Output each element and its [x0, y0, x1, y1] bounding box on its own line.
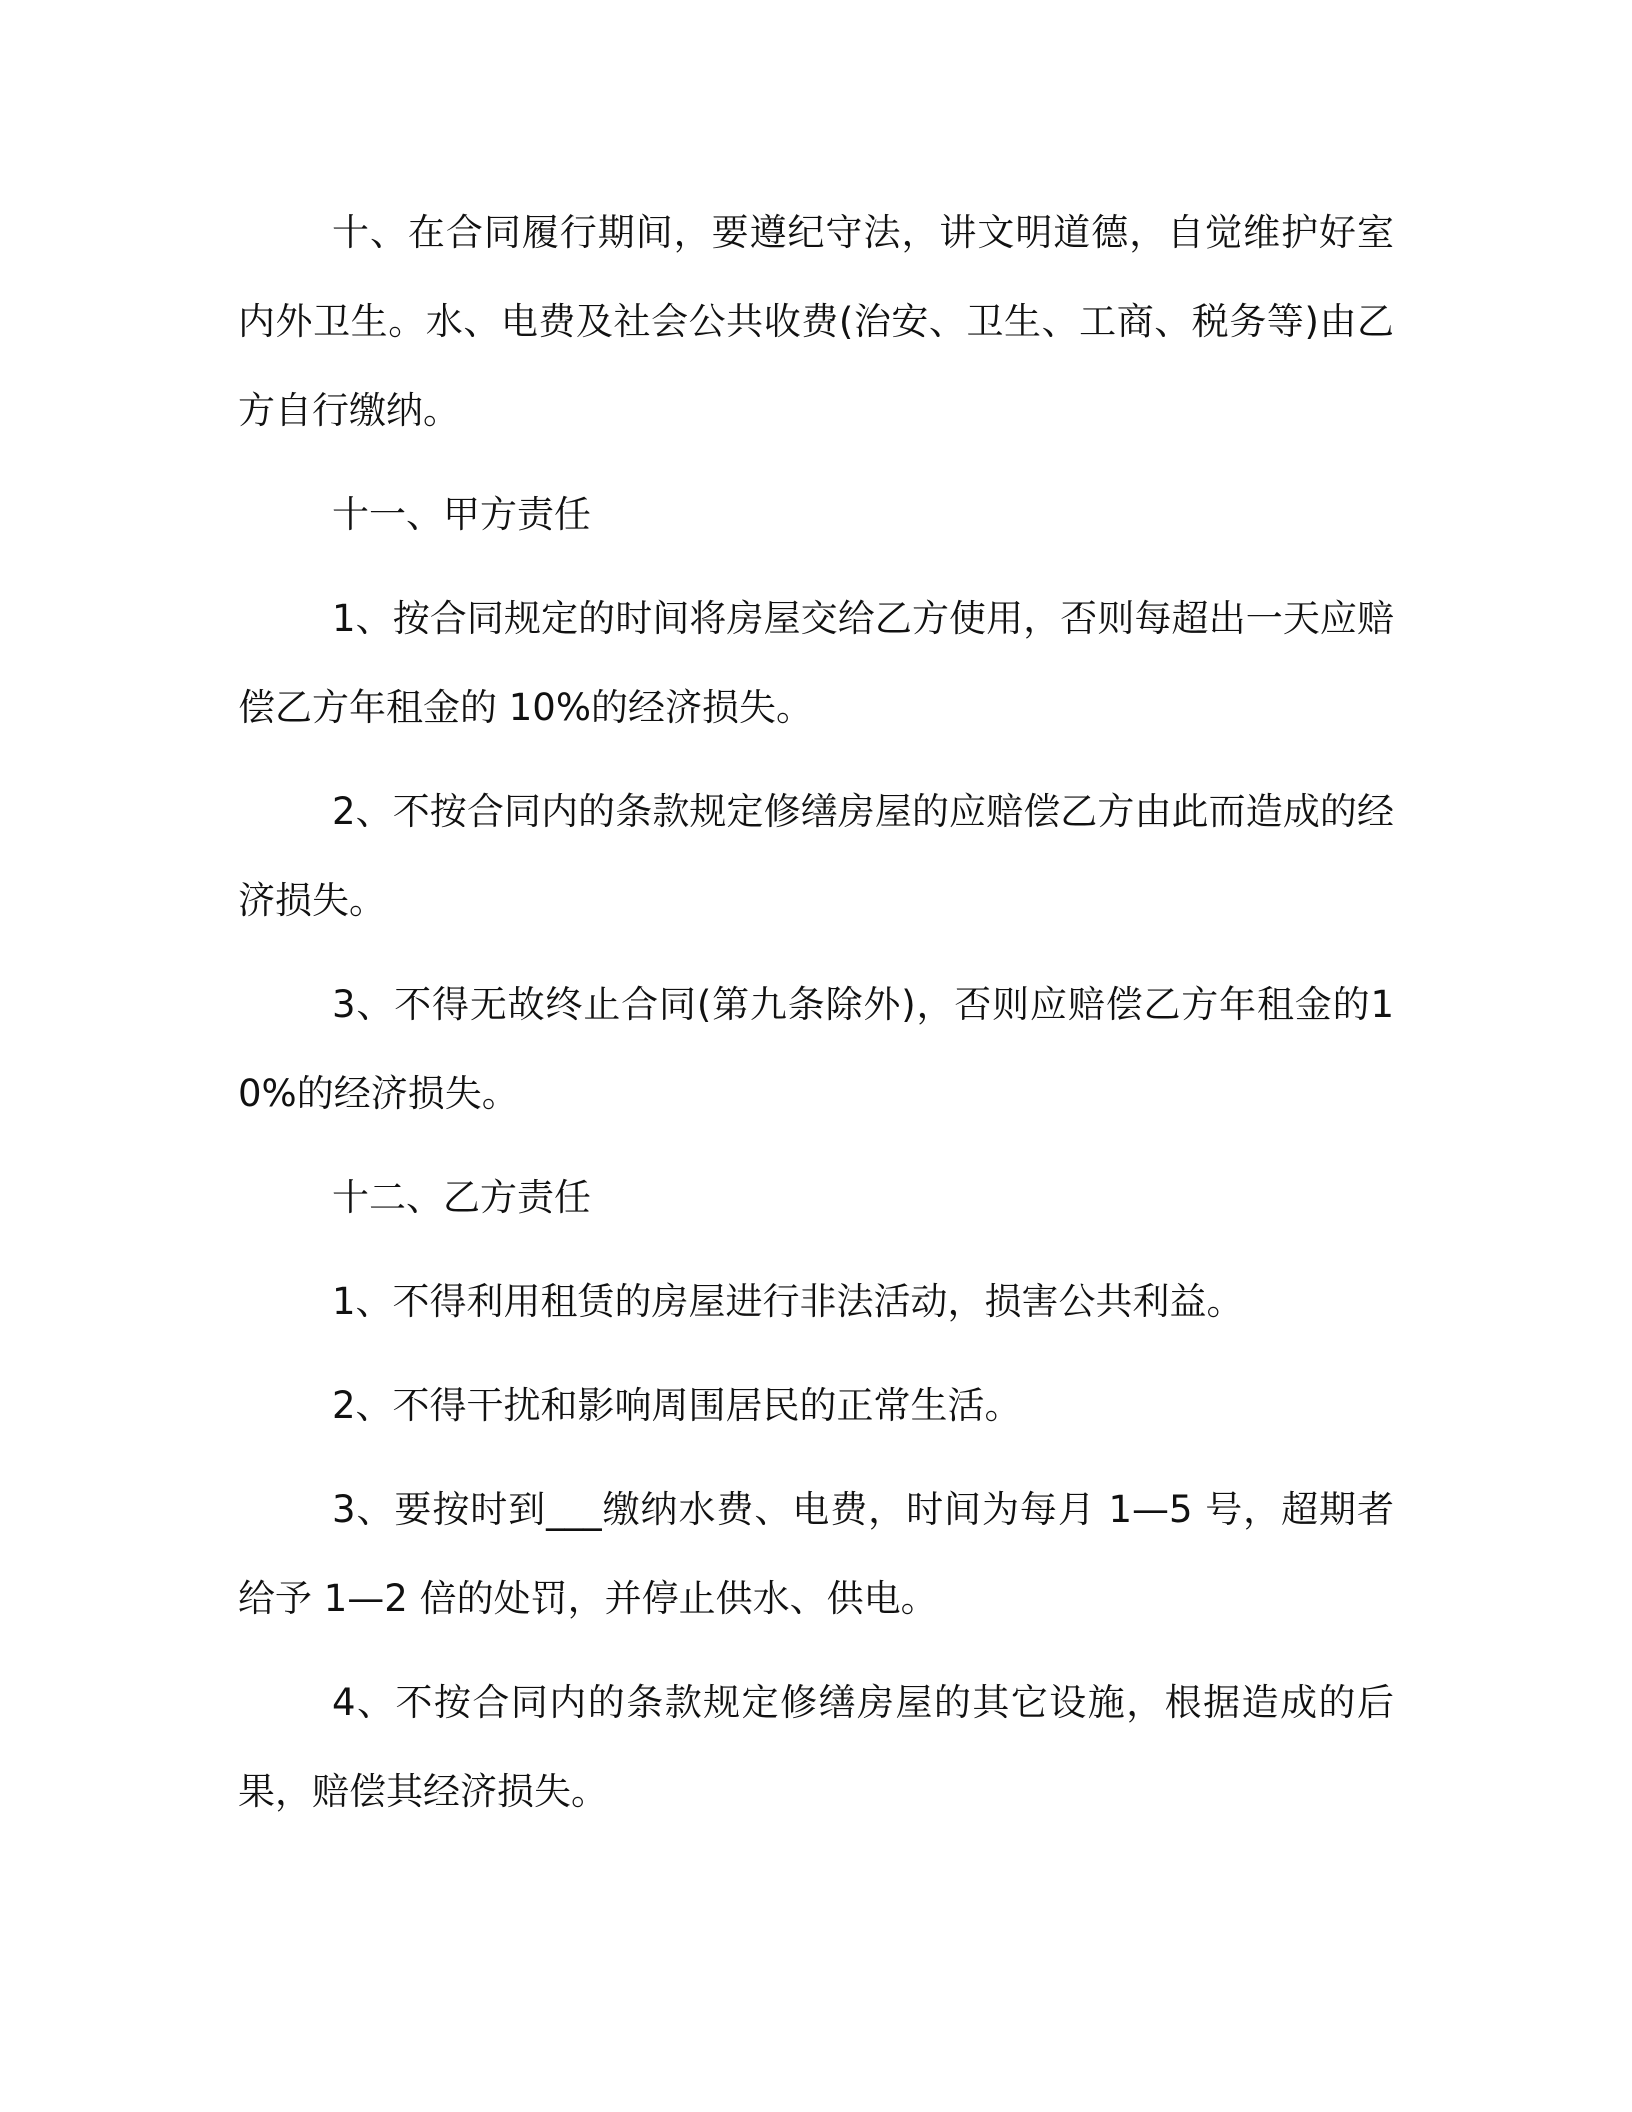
document-body: [238, 188, 1394, 1851]
clause-12-heading: 十二、乙方责任: [332, 1176, 591, 1219]
clause-11-item-1: 1、按合同规定的时间将房屋交给乙方使用，否则每超出一天应赔偿乙方年租金的 10%的经济损失。: [238, 597, 1394, 729]
clause-11-item-2: 2、不按合同内的条款规定修缮房屋的应赔偿乙方由此而造成的经济损失。: [238, 790, 1394, 922]
clause-11-heading: 十一、甲方责任: [332, 493, 591, 536]
clause-12-item-1: 1、不得利用租赁的房屋进行非法活动，损害公共利益。: [332, 1280, 1244, 1323]
clause-10-paragraph: 十、在合同履行期间，要遵纪守法，讲文明道德，自觉维护好室内外卫生。水、电费及社会公共收费(治安、卫生、工商、税务等)由乙方自行缴纳。: [238, 211, 1394, 432]
clause-12-item-3: 3、要按时到___缴纳水费、电费，时间为每月 1—5 号，超期者给予 1—2 倍的处罚，并停止供水、供电。: [238, 1488, 1394, 1620]
clause-11-item-3: 3、不得无故终止合同(第九条除外)，否则应赔偿乙方年租金的10%的经济损失。: [238, 983, 1394, 1115]
clause-12-item-4: 4、不按合同内的条款规定修缮房屋的其它设施，根据造成的后果，赔偿其经济损失。: [238, 1681, 1394, 1813]
clause-12-item-2: 2、不得干扰和影响周围居民的正常生活。: [332, 1384, 1022, 1427]
